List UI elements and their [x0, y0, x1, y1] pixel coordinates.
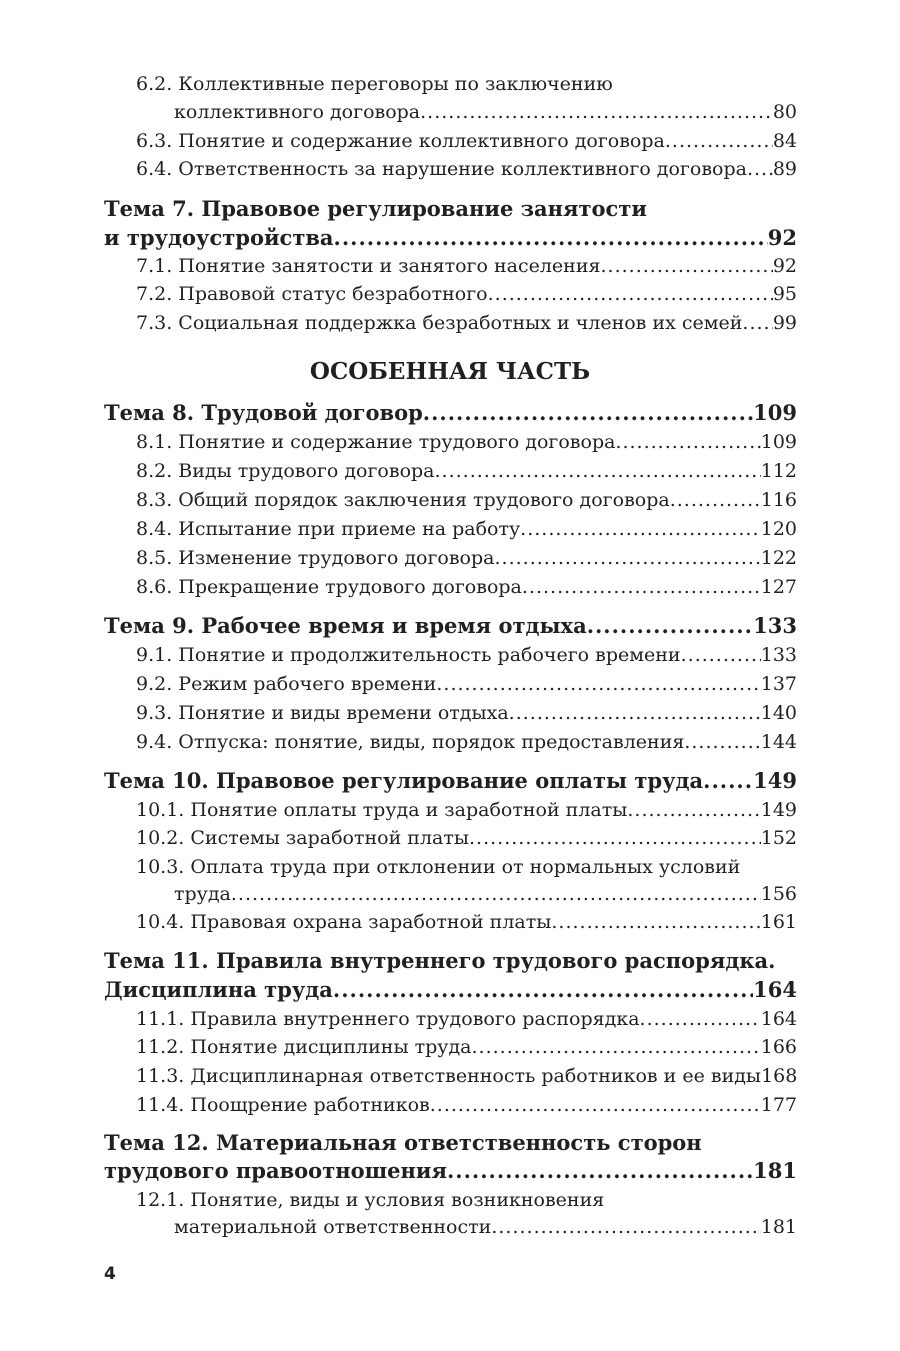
toc-topic-9 [104, 613, 797, 638]
toc-topic-text: трудового правоотношения [104, 1158, 447, 1183]
toc-topic-12-line1: Тема 12. Материальная ответственность сторон [104, 1130, 702, 1155]
toc-page-ref: 164 [753, 977, 797, 1002]
leader-dots [231, 883, 761, 905]
toc-item-10-3-line1: 10.3. Оплата труда при отклонении от нормальных условий [136, 856, 741, 878]
toc-page-ref: 140 [760, 702, 797, 724]
leader-dots [447, 1158, 753, 1183]
toc-item-6-2-line1: 6.2. Коллективные переговоры по заключению [136, 73, 613, 95]
toc-topic-11 [104, 977, 797, 1002]
toc-item-text: труда [174, 883, 231, 905]
toc-page-ref: 133 [753, 613, 797, 638]
toc-item-text: коллективного договора [174, 101, 421, 123]
toc-page-ref: 149 [753, 768, 797, 793]
toc-item-10-1 [136, 799, 797, 821]
leader-dots [522, 576, 761, 598]
toc-item-text: 11.1. Правила внутреннего трудового распорядка [136, 1008, 640, 1030]
toc-item-11-1 [136, 1008, 797, 1030]
toc-topic-text: Тема 10. Правовое регулирование оплаты труда [104, 768, 704, 793]
toc-item-8-6 [136, 576, 797, 598]
leader-dots [436, 673, 760, 695]
toc-item-12-1-line1: 12.1. Понятие, виды и условия возникновения [136, 1189, 605, 1211]
toc-page-ref: 127 [760, 576, 797, 598]
leader-dots [601, 255, 773, 277]
toc-page-ref: 181 [760, 1216, 797, 1238]
leader-dots [472, 1036, 761, 1058]
toc-item-11-3 [136, 1065, 797, 1087]
toc-page-ref: 112 [760, 460, 797, 482]
toc-page-ref: 161 [760, 911, 797, 933]
leader-dots [587, 613, 753, 638]
leader-dots [469, 827, 761, 849]
leader-dots [435, 460, 761, 482]
leader-dots [333, 977, 753, 1002]
toc-page-ref: 156 [760, 883, 797, 905]
leader-dots [551, 911, 760, 933]
toc-item-text: 7.1. Понятие занятости и занятого населения [136, 255, 601, 277]
toc-item-8-5 [136, 547, 797, 569]
toc-item-7-3 [136, 312, 797, 334]
toc-item-text: 8.5. Изменение трудового договора [136, 547, 495, 569]
toc-item-6-2 [174, 101, 797, 123]
toc-item-8-1 [136, 431, 797, 453]
toc-topic-7-line1: Тема 7. Правовое регулирование занятости [104, 196, 647, 221]
toc-page-ref: 89 [772, 158, 797, 180]
toc-item-9-3 [136, 702, 797, 724]
toc-page-ref: 80 [772, 101, 797, 123]
toc-page-ref: 120 [760, 518, 797, 540]
toc-item-text: 10.4. Правовая охрана заработной платы [136, 911, 552, 933]
leader-dots [703, 768, 753, 793]
page-number: 4 [104, 1264, 116, 1284]
toc-page-ref: 152 [760, 827, 797, 849]
toc-item-text: 11.4. Поощрение работников [136, 1094, 430, 1116]
toc-page-ref: 164 [760, 1008, 797, 1030]
toc-item-text: 8.2. Виды трудового договора [136, 460, 435, 482]
toc-item-text: 6.3. Понятие и содержание коллективного договора [136, 130, 665, 152]
toc-page-ref: 92 [767, 225, 797, 250]
toc-topic-text: Тема 9. Рабочее время и время отдыха [104, 613, 587, 638]
leader-dots [640, 1008, 761, 1030]
leader-dots [681, 644, 761, 666]
leader-dots [495, 547, 761, 569]
toc-item-7-1 [136, 255, 797, 277]
leader-dots [423, 400, 753, 425]
toc-item-text: материальной ответственности [174, 1216, 492, 1238]
toc-topic-11-line1: Тема 11. Правила внутреннего трудового распорядка. [104, 948, 776, 973]
toc-page-ref: 95 [772, 283, 797, 305]
toc-page-ref: 137 [760, 673, 797, 695]
toc-item-6-3 [136, 130, 797, 152]
toc-page-ref: 84 [772, 130, 797, 152]
toc-topic-8 [104, 400, 797, 425]
leader-dots [615, 431, 760, 453]
toc-item-text: 9.4. Отпуска: понятие, виды, порядок предоставления [136, 731, 685, 753]
toc-page-ref: 181 [753, 1158, 797, 1183]
toc-item-text: 8.3. Общий порядок заключения трудового договора [136, 489, 670, 511]
toc-item-text: 8.6. Прекращение трудового договора [136, 576, 522, 598]
leader-dots [627, 799, 760, 821]
toc-topic-12 [104, 1158, 797, 1183]
toc-item-7-2 [136, 283, 797, 305]
toc-item-8-3 [136, 489, 797, 511]
toc-item-text: 6.4. Ответственность за нарушение коллективного договора [136, 158, 747, 180]
leader-dots [665, 130, 773, 152]
toc-item-8-4 [136, 518, 797, 540]
toc-topic-10 [104, 768, 797, 793]
leader-dots [747, 158, 773, 180]
toc-page-ref: 109 [760, 431, 797, 453]
leader-dots [509, 702, 761, 724]
toc-page-ref: 168 [761, 1065, 798, 1087]
leader-dots [684, 731, 760, 753]
toc-page-ref: 109 [753, 400, 797, 425]
leader-dots [520, 518, 761, 540]
toc-page-ref: 149 [760, 799, 797, 821]
toc-item-9-1 [136, 644, 797, 666]
toc-topic-text: Дисциплина труда [104, 977, 333, 1002]
toc-item-11-4 [136, 1094, 797, 1116]
toc-item-text: 7.3. Социальная поддержка безработных и членов их семей [136, 312, 743, 334]
toc-page-ref: 92 [772, 255, 797, 277]
leader-dots [742, 312, 772, 334]
toc-item-text: 10.1. Понятие оплаты труда и заработной платы [136, 799, 628, 821]
toc-item-text: 9.2. Режим рабочего времени [136, 673, 437, 695]
toc-item-text: 11.2. Понятие дисциплины труда [136, 1036, 472, 1058]
toc-item-text: 9.1. Понятие и продолжительность рабочего времени [136, 644, 681, 666]
toc-item-text: 8.4. Испытание при приеме на работу [136, 518, 521, 540]
toc-topic-text: и трудоустройства [104, 225, 334, 250]
toc-item-10-3 [174, 883, 797, 905]
toc-item-12-1 [174, 1216, 797, 1238]
toc-item-text: 8.1. Понятие и содержание трудового договора [136, 431, 616, 453]
toc-item-text: 7.2. Правовой статус безработного [136, 283, 488, 305]
leader-dots [670, 489, 761, 511]
toc-page-ref: 177 [760, 1094, 797, 1116]
leader-dots [491, 1216, 760, 1238]
toc-page-ref: 99 [772, 312, 797, 334]
toc-page-ref: 144 [760, 731, 797, 753]
toc-item-11-2 [136, 1036, 797, 1058]
part-title: ОСОБЕННАЯ ЧАСТЬ [309, 358, 591, 385]
toc-item-10-2 [136, 827, 797, 849]
toc-item-9-4 [136, 731, 797, 753]
toc-topic-text: Тема 8. Трудовой договор [104, 400, 423, 425]
toc-page-ref: 116 [760, 489, 797, 511]
toc-item-9-2 [136, 673, 797, 695]
toc-page-ref: 133 [760, 644, 797, 666]
toc-item-text: 11.3. Дисциплинарная ответственность работников и ее виды [136, 1065, 762, 1087]
toc-page-ref: 122 [760, 547, 797, 569]
toc-page-ref: 166 [760, 1036, 797, 1058]
toc-topic-7 [104, 225, 797, 250]
toc-item-10-4 [136, 911, 797, 933]
leader-dots [488, 283, 773, 305]
leader-dots [430, 1094, 761, 1116]
toc-item-8-2 [136, 460, 797, 482]
toc-item-text: 9.3. Понятие и виды времени отдыха [136, 702, 509, 724]
toc-item-text: 10.2. Системы заработной платы [136, 827, 469, 849]
leader-dots [420, 101, 773, 123]
toc-item-6-4 [136, 158, 797, 180]
leader-dots [334, 225, 768, 250]
